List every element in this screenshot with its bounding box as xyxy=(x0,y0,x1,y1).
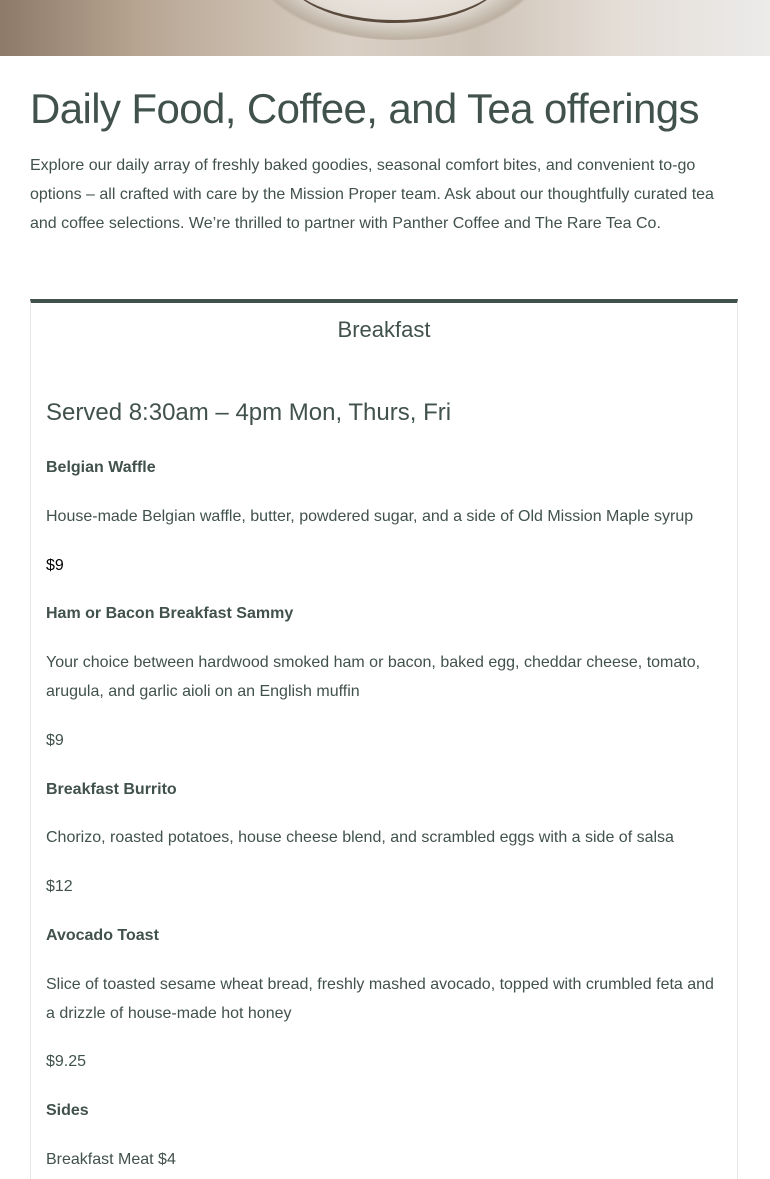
item-description: House-made Belgian waffle, butter, powdered sugar, and a side of Old Mission Maple syrup xyxy=(46,508,694,525)
sides-heading: Sides xyxy=(46,1102,89,1119)
item-name: Belgian Waffle xyxy=(46,459,156,476)
side-item: Breakfast Meat $4 xyxy=(46,1151,176,1168)
item-name: Ham or Bacon Breakfast Sammy xyxy=(46,605,294,622)
item-name: Breakfast Burrito xyxy=(46,781,177,798)
page-title: Daily Food, Coffee, and Tea offerings xyxy=(30,85,699,132)
menu-panel xyxy=(30,299,738,1179)
serving-hours: Served 8:30am – 4pm Mon, Thurs, Fri xyxy=(46,399,452,426)
item-price: $9 xyxy=(46,732,64,749)
item-name: Avocado Toast xyxy=(46,927,159,944)
hero-image xyxy=(0,0,770,56)
item-price: $12 xyxy=(46,878,73,895)
intro-text: Explore our daily array of freshly baked goodies, seasonal comfort bites, and convenient to-go options – all crafted with care by the Mission Proper team. Ask about our thoughtfully curated tea and coffee selections. We’re thrilled to partner with Panther Coffee and The Rare Tea Co. xyxy=(30,157,714,232)
item-price: $9.25 xyxy=(46,1053,87,1070)
item-description: Slice of toasted sesame wheat bread, freshly mashed avocado, topped with crumbled feta and a drizzle of house-made hot honey xyxy=(46,976,714,1022)
item-price: $9 xyxy=(46,557,64,574)
item-description: Your choice between hardwood smoked ham or bacon, baked egg, cheddar cheese, tomato, arugula, and garlic aioli on an English muffin xyxy=(46,654,701,700)
item-description: Chorizo, roasted potatoes, house cheese blend, and scrambled eggs with a side of salsa xyxy=(46,829,674,846)
tab-breakfast[interactable]: Breakfast xyxy=(337,317,431,342)
